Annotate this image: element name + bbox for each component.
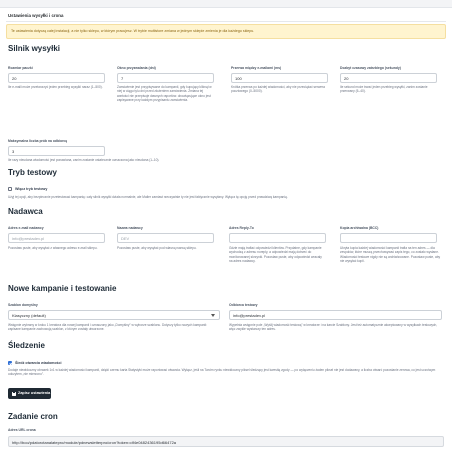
reply-to-input[interactable] — [229, 233, 326, 243]
max-attempts-help: Ile razy nieudana wiadomość jest ponawiana, zanim zostanie ostatecznie oznaczona jako nieudana (1–10). — [8, 158, 160, 162]
max-attempts-label: Maksymalna liczba prób na odbiorcę — [8, 139, 68, 143]
attribution-window-help: Zamówienie jest przypisywane do kampanii, gdy kupujący kliknął w niej w ciągu tylu dni przed złożeniem zamówienia. Zmiana tej wartości nie przepisuje dawnych raportów: obowiązujące okno jest zapisywane przy każdym przypisaniu zamówienia. — [117, 85, 212, 102]
save-icon — [12, 392, 16, 396]
reply-to-label: Adres Reply-To — [229, 226, 254, 230]
archive-bcc-input[interactable] — [340, 233, 437, 243]
test-mode-checkbox[interactable] — [8, 187, 12, 191]
section-heading-new-campaigns: Nowe kampanie i testowanie — [8, 284, 117, 293]
from-name-label: Nazwa nadawcy — [117, 226, 143, 230]
test-mode-help: Użyj tej opcji, aby bezpiecznie przetestować kampanię: cały silnik wysyłki działa normalnie, ale Mailer zamiast rzeczywiste ty nie jest faktycznie wysyłany. Wyłącz tę opcję przed prawdziwą kampanią. — [8, 195, 288, 199]
attribution-window-label: Okno przyzwalania (dni) — [117, 66, 156, 70]
from-email-help: Pozostaw puste, aby wysyłać z własnego adresu e-mail sklepu. — [8, 246, 98, 250]
test-recipient-input[interactable]: info@prestadev.pl — [229, 310, 442, 320]
lock-ttl-input[interactable]: 20 — [340, 73, 437, 83]
warning-alert — [6, 24, 446, 39]
top-bar — [0, 0, 452, 8]
from-email-label: Adres e-mail nadawcy — [8, 226, 44, 230]
save-settings-label: Zapisz ustawienia — [18, 391, 51, 396]
batch-size-input[interactable]: 20 — [8, 73, 105, 83]
lock-ttl-label: Dozbyt czasowy zatrzbiego (sekundy) — [340, 66, 401, 70]
track-opens-checkbox[interactable] — [8, 361, 12, 365]
lock-ttl-help: Ile sekund może trwać jeden przebieg wysyłki, zanim zostanie przerwany (5–40). — [340, 85, 428, 94]
test-recipient-label: Odbiorca testowy — [229, 303, 258, 307]
max-attempts-input[interactable]: 3 — [8, 146, 105, 156]
divider — [6, 21, 446, 22]
from-email-input[interactable]: info@prestadev.pl — [8, 233, 105, 243]
default-template-help: Wstępnie wybrany w kroku 1 kreatora dla nowej kampanii i oznaczony jako „Domyślny” w wyborze szablonu. Dotyczy tylko nowych kampanii: zapisane kampanie zachowują szablon, z którym zostały utworzone. — [8, 323, 207, 332]
section-heading-sender: Nadawca — [8, 207, 43, 216]
cron-url-label: Adres URL crona — [8, 428, 36, 432]
pause-input[interactable]: 100 — [231, 73, 328, 83]
section-heading-engine: Silnik wysyłki — [8, 44, 61, 53]
batch-size-help: Ile e-maili może przetworzyć jeden przebieg wysyłki naraz (1–500). — [8, 85, 103, 89]
cron-url-field[interactable]: http://boo/pdatorotanalatepro/module/pdnewsletterpro/cron?token=df4e0482436195d66472a — [8, 436, 444, 447]
archive-bcc-help: Ukryta kopia każdej wiadomości kampanii trafia na ten adres — dla zespołów, które muszą przechowywać zapis tego, co zostało wysłane. Wiadomości testowe nigdy nie są archiwizowane. Pozostaw puste, aby nie wysyłać kopii. — [340, 246, 441, 263]
save-settings-button[interactable] — [8, 388, 51, 399]
archive-bcc-label: Kopia archiwalna (BCC) — [340, 226, 379, 230]
pause-label: Przerwa między e-mailami (ms) — [231, 66, 282, 70]
test-recipient-help: Wypełnia wstępnie pole „Wyślij wiadomość testową” w kreatorze i na karcie Szablony. Jest też automatycznie akceptowany w wysyłkach testowych, więc zwykle wystarczy ten adres. — [229, 323, 438, 332]
from-name-input[interactable]: DEV — [117, 233, 214, 243]
section-heading-cron: Zadanie cron — [8, 412, 58, 421]
track-opens-checkbox-label: Śledź otwarcia wiadomości — [15, 361, 62, 365]
track-opens-help: Dodaje niewidoczny obrazek 1x1 w każdej wiadomości kampanii, dzięki czemu karta Statystyki może raportować otwarcia. Wyłącz, jeśli na Twoim rynku niewidoczny piksel śledzący jest kwestią zgody — po wyłączeniu żaden piksel nie jest dodawany, a liczba otwarć pozostanie zerowa, co jest uczciwym odczytem „nie mierzono”. — [8, 368, 436, 377]
default-template-label: Szablon domyślny — [8, 303, 38, 307]
batch-size-label: Rozmiar paczki — [8, 66, 33, 70]
section-heading-test-mode: Tryb testowy — [8, 168, 57, 177]
test-mode-checkbox-label: Włącz tryb testowy — [15, 187, 48, 191]
panel-title: Ustawienia wysyłki i crona — [8, 13, 64, 18]
from-name-help: Pozostaw puste, aby wysyłać pod własną nazwą sklepu. — [117, 246, 197, 250]
default-template-select[interactable]: Klasyczny (default) — [8, 310, 220, 320]
alert-text: Te ustawienia dotyczą całej instalacji, a nie tylko sklepu, w którym pracujesz. W trybie multistore zmiana w jednym sklepie zmienia je dla każdego sklepu. — [11, 29, 255, 33]
section-heading-tracking: Śledzenie — [8, 341, 45, 350]
attribution-window-input[interactable]: 7 — [117, 73, 214, 83]
pause-help: Krótka przerwa po każdej wiadomości, aby nie przeciążać serwera pocztowego (0–5000). — [231, 85, 325, 94]
reply-to-help: Gdzie mają trafiać odpowiedzi klientów. Przydatne, gdy kampanie wychodzą z adresu noreply, a odpowiedzi mają dotrzeć do monitorowanej skrzynki. Pozostaw puste, aby odpowiedzi wracały na adres nadawcy. — [229, 246, 322, 263]
